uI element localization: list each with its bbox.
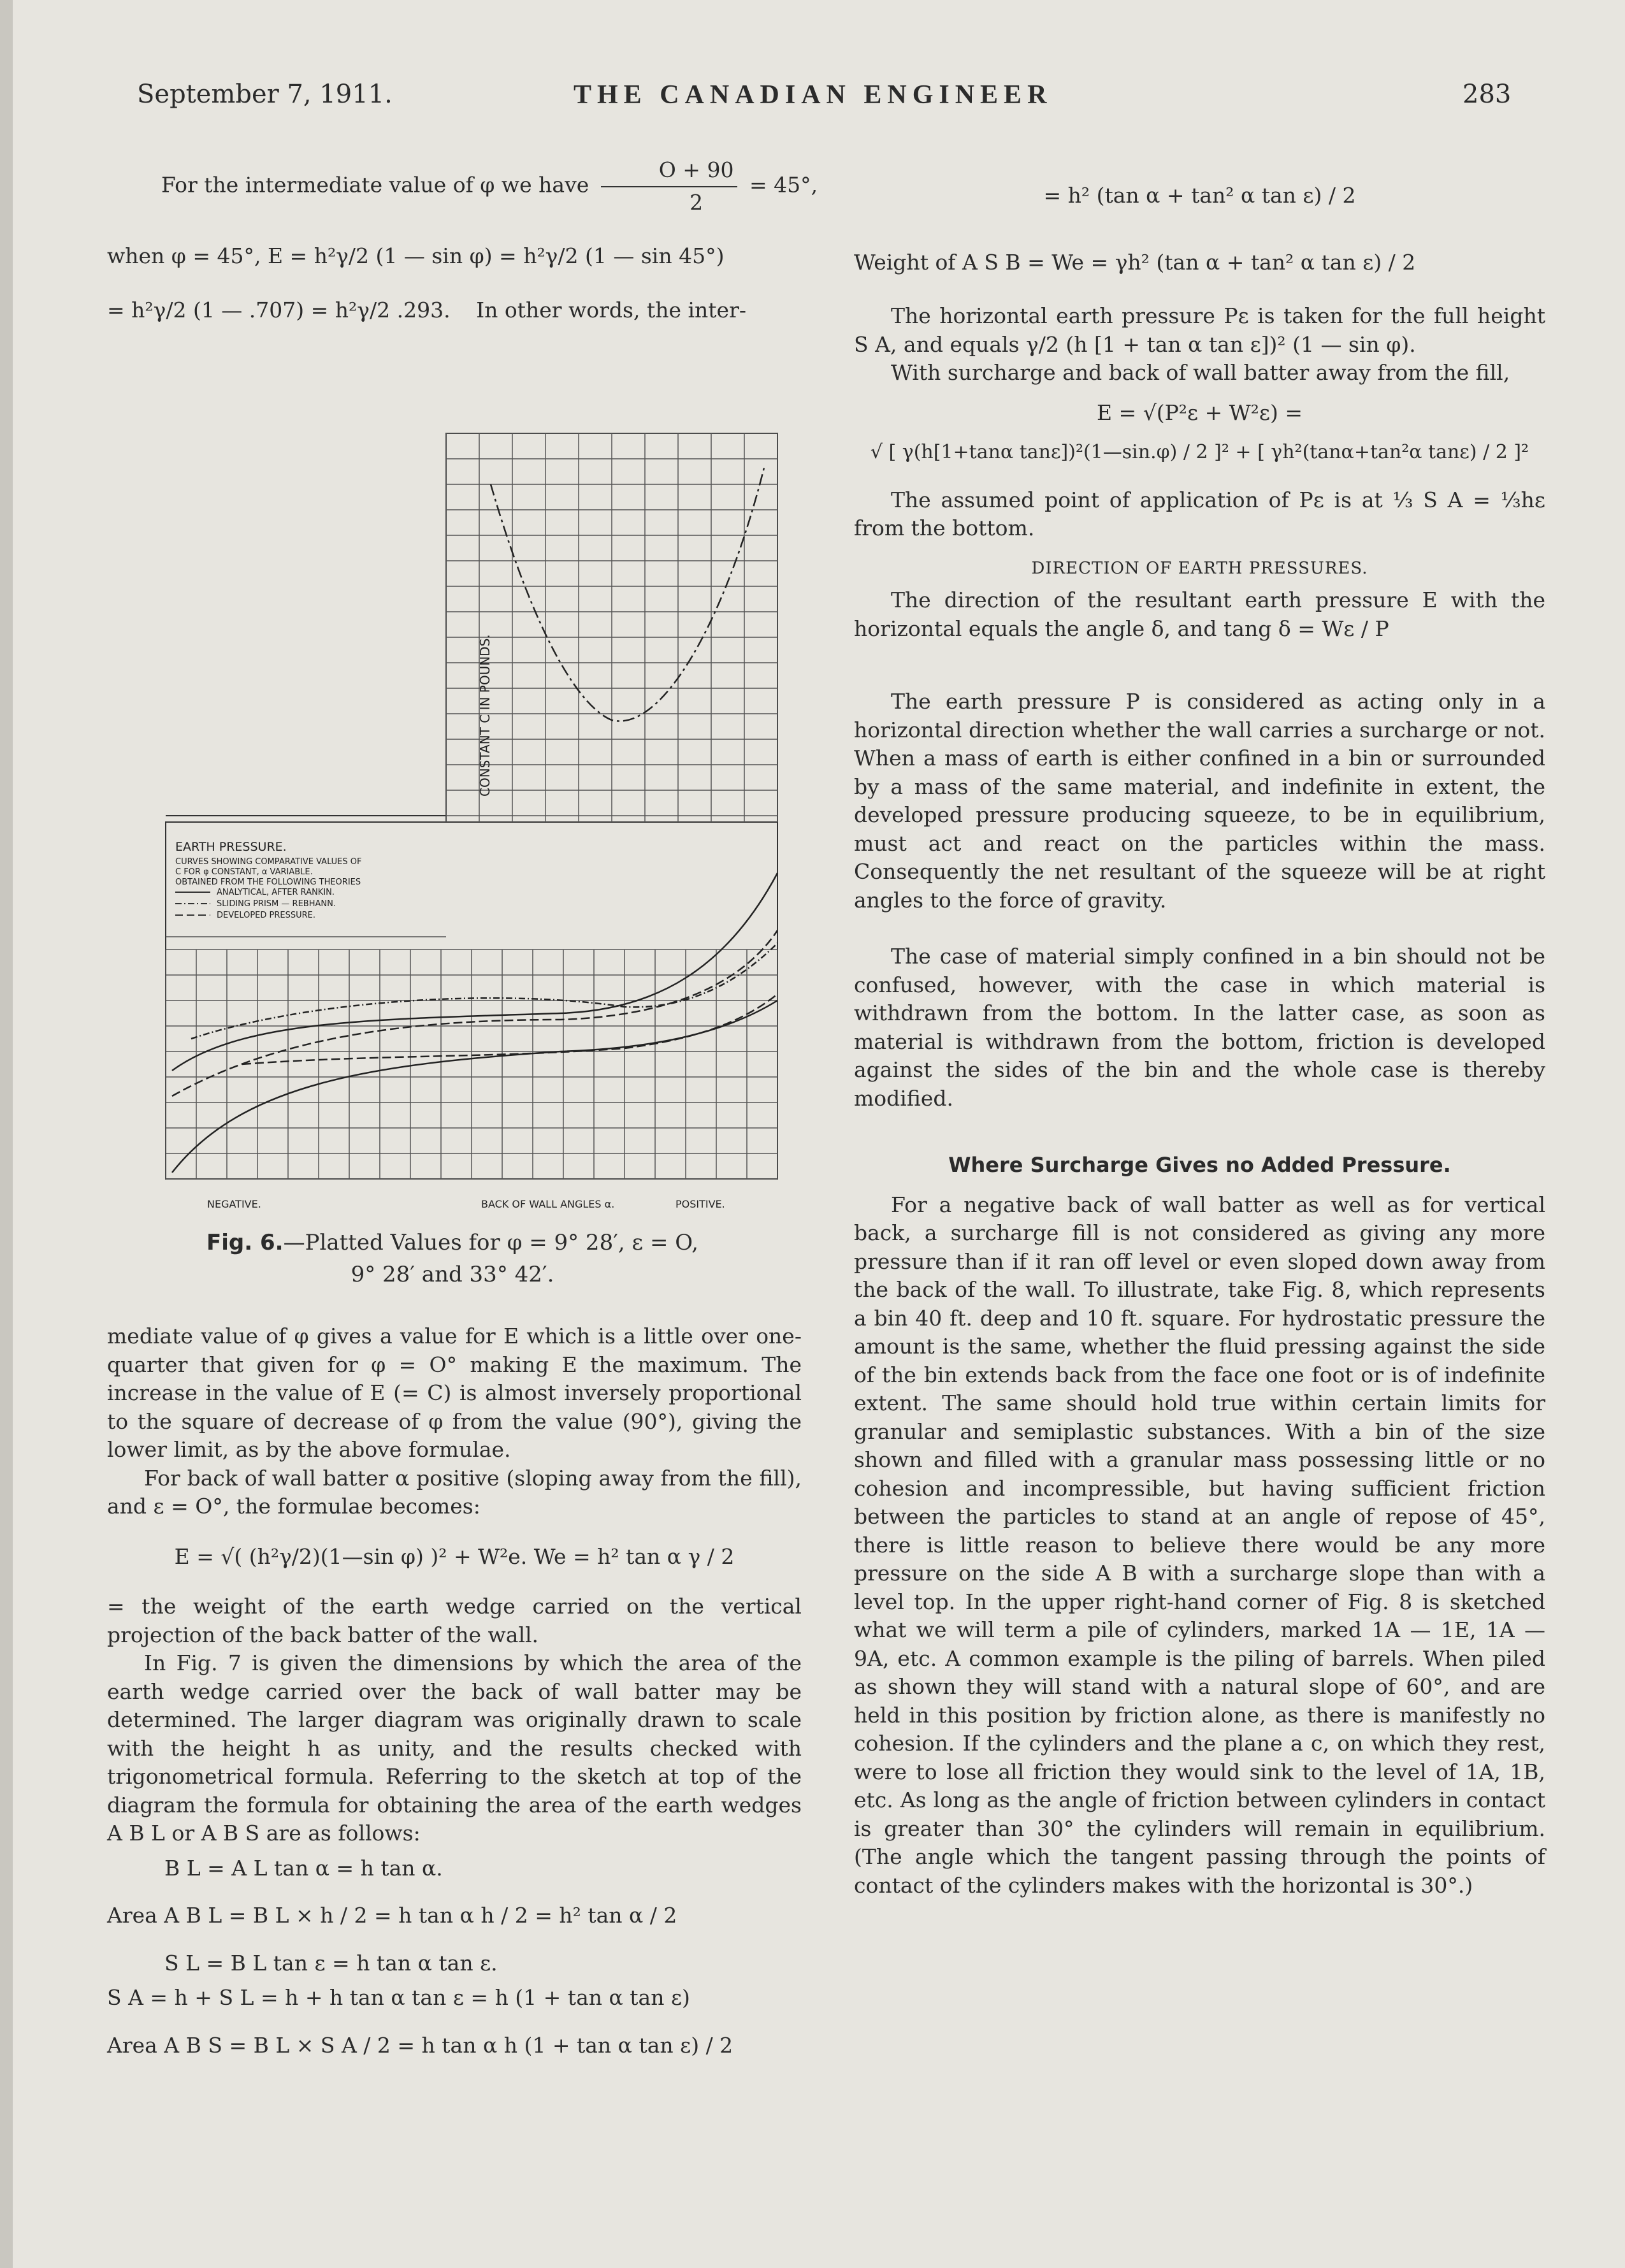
right-column bbox=[854, 169, 1545, 1900]
legend-title: EARTH PRESSURE. bbox=[175, 840, 287, 854]
positive-label: POSITIVE. bbox=[675, 1198, 725, 1210]
chart-legend bbox=[175, 840, 362, 920]
fraction-denominator: 2 bbox=[690, 189, 704, 215]
equation-area-result: = h² (tan α + tan² α tan ε) / 2 bbox=[1043, 183, 1356, 208]
paragraph: With surcharge and back of wall batter away from the fill, bbox=[891, 360, 1510, 385]
earth-pressure-chart bbox=[115, 427, 790, 1224]
figure-label: Fig. 6. bbox=[206, 1230, 284, 1255]
intermediate-value-line bbox=[107, 156, 818, 217]
negative-label: NEGATIVE. bbox=[207, 1198, 261, 1210]
paragraph: mediate value of φ gives a value for E which is a little over one-quarter that given for φ = O° making E the maximum. The increase in the value of E (= C) is almost inversely proportional to the square of decrease of φ from the value (90°), giving the lower limit, as by the above formulae. bbox=[107, 1324, 802, 1462]
equation-weight-asb: Weight of A S B = We = γh² (tan α + tan² α tan ε) / 2 bbox=[854, 249, 1416, 275]
page-number: 283 bbox=[1462, 80, 1512, 109]
caption-line-2: 9° 28′ and 33° 42′. bbox=[350, 1262, 554, 1287]
curve-developed-2 bbox=[242, 994, 777, 1064]
gridlines bbox=[166, 433, 777, 1179]
paragraph: The assumed point of application of Pε is at ⅓ S A = ⅓hε from the bottom. bbox=[854, 487, 1545, 540]
header-date: September 7, 1911. bbox=[137, 80, 393, 109]
subheading-direction: DIRECTION OF EARTH PRESSURES. bbox=[1031, 558, 1368, 578]
legend-line: C FOR φ CONSTANT, α VARIABLE. bbox=[175, 867, 313, 877]
paragraph: The earth pressure P is considered as acting only in a horizontal direction whether the wall carries a surcharge or not. When a mass of earth is either confined in a bin or surrounded by a mass of the same material, and indefinite in extent, the developed pressure producing squeeze, to be in equilibrium, must act and react on the particles within the mass. Consequently the net resultant of the squeeze will be at right angles to the force of gravity. bbox=[854, 689, 1545, 913]
legend-line: ANALYTICAL, AFTER RANKIN. bbox=[217, 888, 335, 897]
text-line: For the intermediate value of φ we have bbox=[161, 172, 589, 198]
equation-e: E = √(P²ε + W²ε) = bbox=[1096, 400, 1303, 425]
equation-bl: B L = A L tan α = h tan α. bbox=[164, 1855, 443, 1881]
text-line: = h²γ/2 (1 — .707) = h²γ/2 .293. bbox=[107, 297, 451, 322]
legend-line: DEVELOPED PRESSURE. bbox=[217, 911, 316, 920]
paragraph: = the weight of the earth wedge carried on the vertical projection of the back batter of the wall. bbox=[107, 1594, 802, 1647]
equation-area-abl: Area A B L = B L × h / 2 = h tan α h / 2 = h² tan α / 2 bbox=[107, 1903, 677, 1928]
caption-line-1 bbox=[115, 1227, 790, 1259]
figure-6 bbox=[115, 427, 790, 1224]
paragraph: For a negative back of wall batter as well as for vertical back, a surcharge fill is not considered as giving any more pressure than if it ran off level or even sloped down away from the back of the wall. To illustrate, take Fig. 8, which represents a bin 40 ft. deep and 10 ft. square. For hydrostatic pressure the amount is the same, whether the fluid pressing against the side of the bin extends back from the face one foot or is of indefinite extent. The same should hold true within certain limits for granular and semiplastic substances. With a bin of the size shown and filled with a granular mass possessing little or no cohesion and incompressible, but having sufficient friction between the particles to stand at an angle of repose of 45°, there is little reason to believe there would be any more pressure on the side A B with a surcharge slope than with a level top. In the upper right-hand corner of Fig. 8 is sketched what we will term a pile of cylinders, marked 1A — 1E, 1A — 9A, etc. A common example is the piling of barrels. When piled as shown they will stand with a natural slope of 60°, and are held in this position by friction alone, as there is manifestly no cohesion. If the cylinders and the plane a c, on which they rest, were to lose all friction they would sink to the level of 1A, 1B, etc. As long as the angle of friction between cylinders in contact is greater than 30° the cylinders will remain in equilibrium. (The angle which the tangent passing through the points of contact of the cylinders makes with the horizontal is 30°.) bbox=[854, 1192, 1545, 1898]
equation-line: when φ = 45°, E = h²γ/2 (1 — sin φ) = h²γ/2 (1 — sin 45°) bbox=[107, 243, 725, 268]
legend-line: CURVES SHOWING COMPARATIVE VALUES OF bbox=[175, 857, 362, 867]
x-axis-label: BACK OF WALL ANGLES α. bbox=[481, 1198, 615, 1210]
fraction-numerator: O + 90 bbox=[601, 156, 738, 187]
figure-caption bbox=[115, 1227, 790, 1290]
header-title: THE CANADIAN ENGINEER bbox=[574, 80, 1053, 110]
equation-e-we: E = √( (h²γ/2)(1—sin φ) )² + W²e. We = h² tan α γ / 2 bbox=[174, 1543, 735, 1569]
equation-sl: S L = B L tan ε = h tan α tan ε. bbox=[164, 1950, 498, 1975]
legend-line: SLIDING PRISM — REBHANN. bbox=[217, 899, 336, 909]
page bbox=[13, 0, 1625, 2268]
equation-area-abs: Area A B S = B L × S A / 2 = h tan α h (1 + tan α tan ε) / 2 bbox=[107, 2032, 733, 2058]
curve-developed-1 bbox=[172, 930, 777, 1096]
equation-sa: S A = h + S L = h + h tan α tan ε = h (1 + tan α tan ε) bbox=[107, 1985, 690, 2010]
paragraph: The direction of the resultant earth pressure E with the horizontal equals the angle δ, and tang δ = Wε / P bbox=[854, 588, 1545, 641]
section-heading: Where Surcharge Gives no Added Pressure. bbox=[948, 1153, 1451, 1177]
caption-text: —Platted Values for φ = 9° 28′, ε = O, bbox=[283, 1230, 698, 1255]
paragraph: The horizontal earth pressure Pε is taken for the full height S A, and equals γ/2 (h [1 + tan α tan ε])² (1 — sin φ). bbox=[854, 303, 1545, 357]
curves bbox=[172, 465, 777, 1173]
text-line: In other words, the inter- bbox=[476, 297, 747, 322]
paragraph: In Fig. 7 is given the dimensions by which the area of the earth wedge carried over the back of wall batter may be determined. The larger diagram was originally drawn to scale with the height h as unity, and the results checked with trigonometrical formula. Referring to the sketch at top of the diagram the formula for obtaining the area of the earth wedges A B L or A B S are as follows: bbox=[107, 1650, 802, 1845]
curve-sliding-prism bbox=[191, 943, 777, 1039]
y-axis-label: CONSTANT C IN POUNDS. bbox=[477, 634, 493, 797]
fraction bbox=[601, 156, 738, 217]
left-column-top bbox=[107, 150, 818, 331]
curve-33-42-rebhann bbox=[491, 465, 765, 721]
left-column-body bbox=[107, 1322, 802, 2066]
equation-line bbox=[107, 296, 802, 325]
paragraph: The case of material simply confined in a bin should not be confused, however, with the case in which material is withdrawn from the bottom. In the latter case, as soon as material is withdrawn from the bottom, friction is developed against the sides of the bin and the whole case is thereby modified. bbox=[854, 944, 1545, 1111]
paragraph: For back of wall batter α positive (sloping away from the fill), and ε = O°, the formulae becomes: bbox=[107, 1465, 802, 1519]
text-line: = 45°, bbox=[749, 172, 818, 198]
legend-line: OBTAINED FROM THE FOLLOWING THEORIES bbox=[175, 878, 361, 887]
equation-e-expanded: √ [ γ(h[1+tanα tanε])²(1—sin.φ) / 2 ]² + [ γh²(tanα+tan²α tanε) / 2 ]² bbox=[870, 441, 1529, 463]
